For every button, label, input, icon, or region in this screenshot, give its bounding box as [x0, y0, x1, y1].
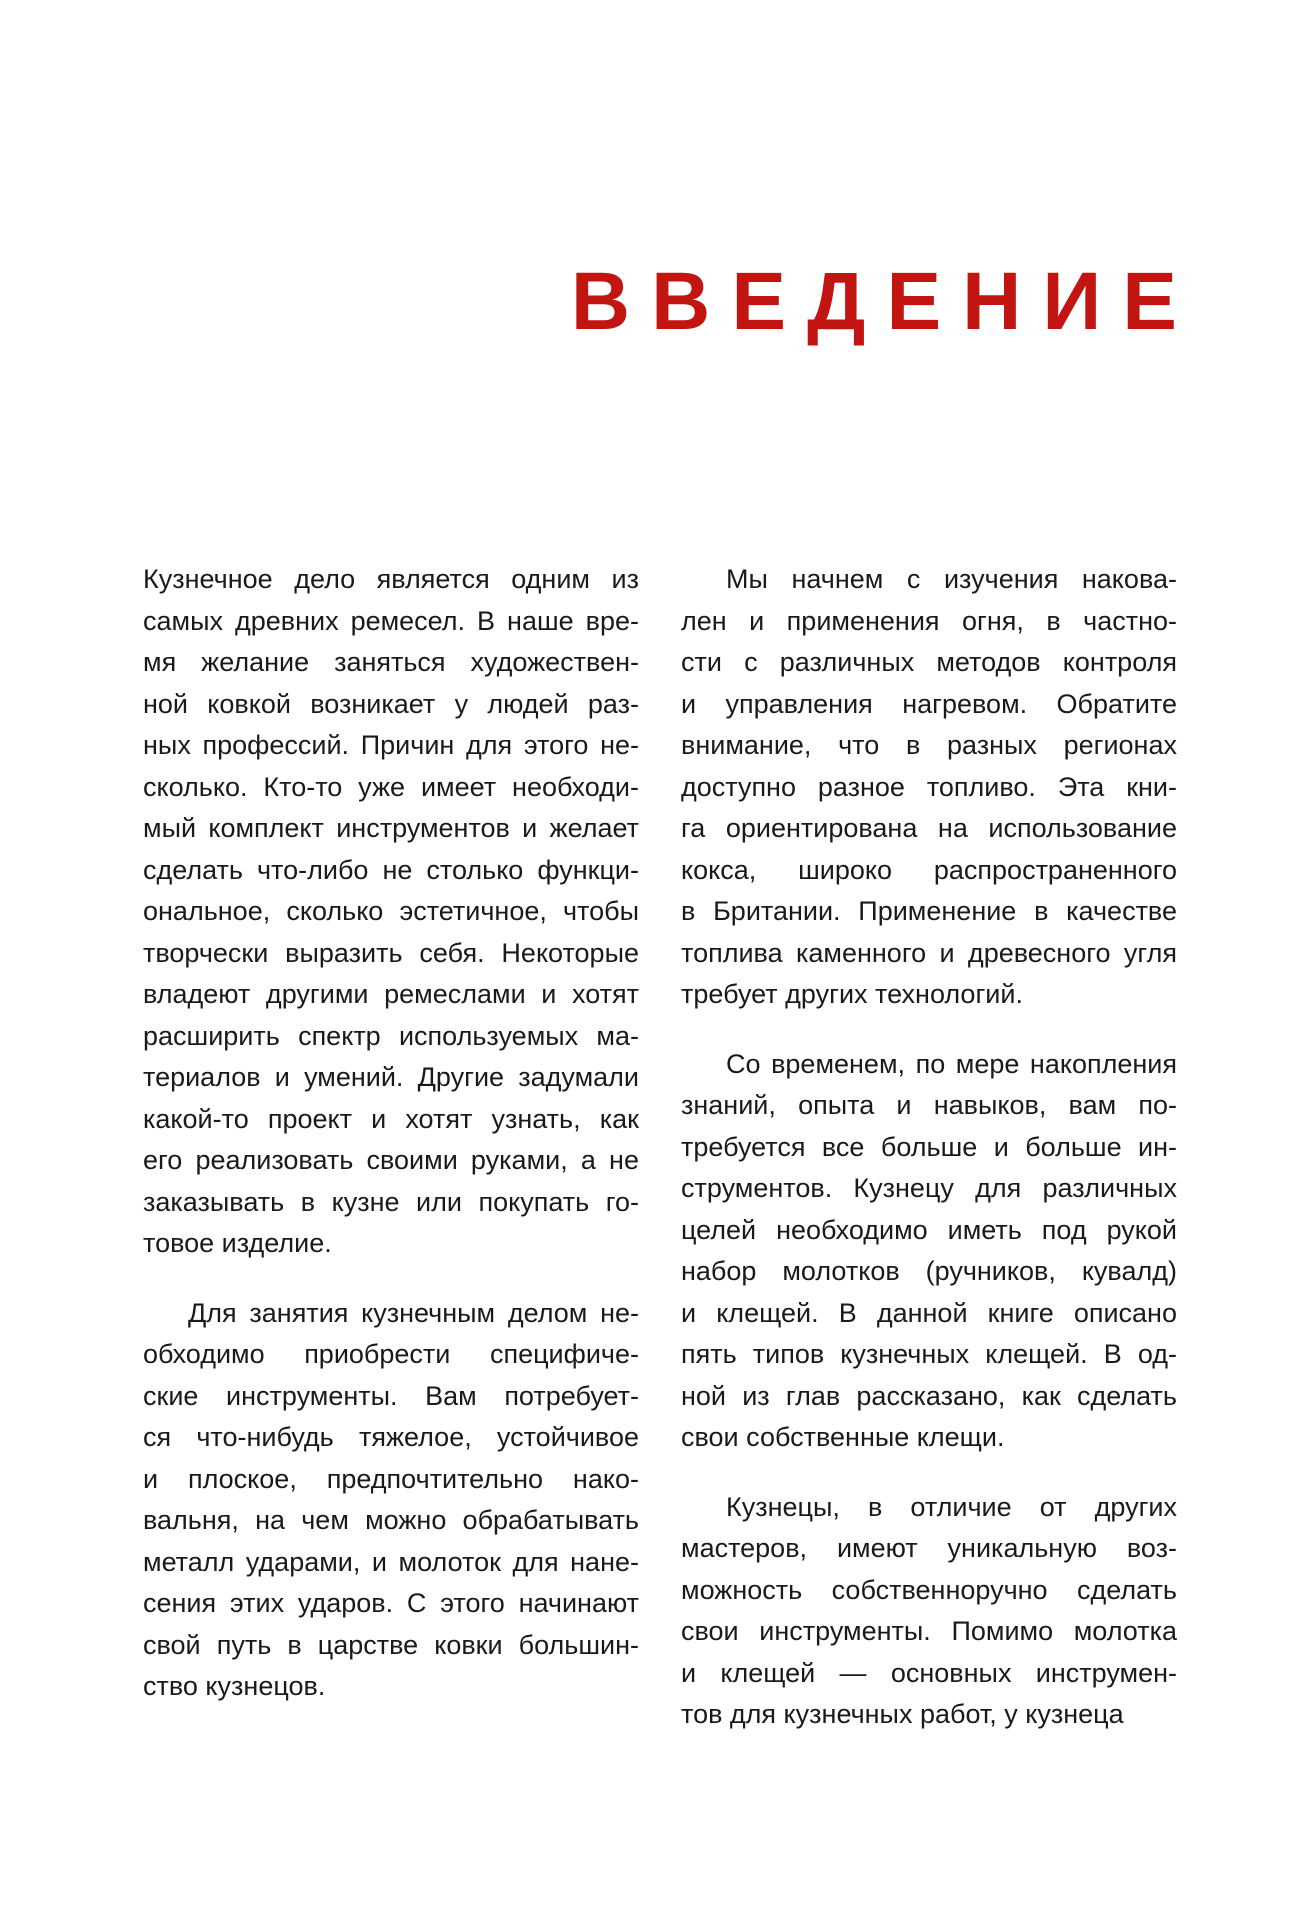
- text-line: какой-то проект и хотят узнать, как: [143, 1103, 639, 1134]
- text-line: ство кузнецов.: [143, 1671, 326, 1701]
- text-line: ных профессий. Причин для этого не-: [143, 730, 639, 760]
- text-line: целей необходимо иметь под рукой: [681, 1214, 1177, 1245]
- text-line: товое изделие.: [143, 1228, 332, 1258]
- paragraph: [681, 1487, 1177, 1736]
- text-line: пять типов кузнечных клещей. В од-: [681, 1339, 1177, 1369]
- text-line: в Британии. Применение в качестве: [681, 896, 1177, 926]
- text-line: струментов. Кузнецу для различных: [681, 1173, 1177, 1203]
- right-column: [681, 559, 1177, 1736]
- text-line: Мы начнем с изучения накова-: [726, 564, 1177, 594]
- text-line: и клещей — основных инструмен-: [681, 1657, 1177, 1688]
- text-line: набор молотков (ручников, кувалд): [681, 1256, 1177, 1286]
- text-line: требуется все больше и больше ин-: [681, 1131, 1177, 1162]
- text-line: сколько. Кто-то уже имеет необходи-: [143, 771, 639, 802]
- text-line: доступно разное топливо. Эта кни-: [681, 771, 1177, 802]
- chapter-title: [143, 255, 1198, 347]
- text-line: творчески выразить себя. Некоторые: [143, 937, 639, 968]
- text-line: и клещей. В данной книге описано: [681, 1297, 1177, 1328]
- text-line: мя желание заняться художествен-: [143, 647, 639, 677]
- text-line: сения этих ударов. С этого начинают: [143, 1588, 639, 1618]
- text-line: лен и применения огня, в частно-: [681, 605, 1177, 636]
- paragraph: [681, 559, 1177, 1016]
- text-line: ной ковкой возникает у людей раз-: [143, 688, 639, 719]
- text-line: Со временем, по мере накопления: [726, 1048, 1177, 1079]
- text-line: ной из глав рассказано, как сделать: [681, 1380, 1177, 1411]
- text-line: мастеров, имеют уникальную воз-: [681, 1533, 1177, 1563]
- text-line: знаний, опыта и навыков, вам по-: [681, 1090, 1177, 1120]
- text-line: вальня, на чем можно обрабатывать: [143, 1505, 639, 1535]
- paragraph: [143, 1293, 639, 1708]
- text-line: ские инструменты. Вам потребует-: [143, 1380, 639, 1411]
- text-line: внимание, что в разных регионах: [681, 730, 1177, 760]
- text-line: териалов и умений. Другие задумали: [143, 1062, 639, 1092]
- text-line: ся что-нибудь тяжелое, устойчивое: [143, 1422, 639, 1452]
- text-line: расширить спектр используемых ма-: [143, 1020, 639, 1051]
- text-line: ональное, сколько эстетичное, чтобы: [143, 896, 639, 926]
- text-line: мый комплект инструментов и желает: [143, 813, 639, 843]
- text-line: кокса, широко распространенного: [681, 854, 1177, 885]
- text-line: его реализовать своими руками, а не: [143, 1145, 639, 1175]
- text-columns: [143, 559, 1177, 1736]
- text-line: свои собственные клещи.: [681, 1422, 1005, 1452]
- chapter-title-text: ВВЕДЕНИЕ: [570, 255, 1198, 347]
- text-line: и плоское, предпочтительно нако-: [143, 1463, 639, 1494]
- text-line: можность собственноручно сделать: [681, 1574, 1177, 1605]
- text-line: топлива каменного и древесного угля: [681, 937, 1177, 968]
- text-line: сти с различных методов контроля: [681, 647, 1177, 677]
- text-line: Кузнечное дело является одним из: [143, 564, 639, 594]
- paragraph: [681, 1044, 1177, 1459]
- text-line: заказывать в кузне или покупать го-: [143, 1186, 639, 1217]
- text-line: Кузнецы, в отличие от других: [726, 1491, 1177, 1522]
- text-line: сделать что-либо не столько функци-: [143, 854, 639, 885]
- text-line: и управления нагревом. Обратите: [681, 688, 1177, 719]
- text-line: га ориентирована на использование: [681, 813, 1177, 843]
- text-line: свой путь в царстве ковки большин-: [143, 1629, 639, 1660]
- text-line: обходимо приобрести специфиче-: [143, 1339, 639, 1369]
- text-line: требует других технологий.: [681, 979, 1023, 1009]
- text-line: владеют другими ремеслами и хотят: [143, 979, 639, 1009]
- text-line: металл ударами, и молоток для нане-: [143, 1546, 639, 1577]
- text-line: свои инструменты. Помимо молотка: [681, 1616, 1177, 1646]
- paragraph: [143, 559, 639, 1265]
- text-line: самых древних ремесел. В наше вре-: [143, 605, 639, 636]
- left-column: [143, 559, 639, 1736]
- text-line: тов для кузнечных работ, у кузнеца: [681, 1699, 1124, 1729]
- text-line: Для занятия кузнечным делом не-: [188, 1297, 639, 1328]
